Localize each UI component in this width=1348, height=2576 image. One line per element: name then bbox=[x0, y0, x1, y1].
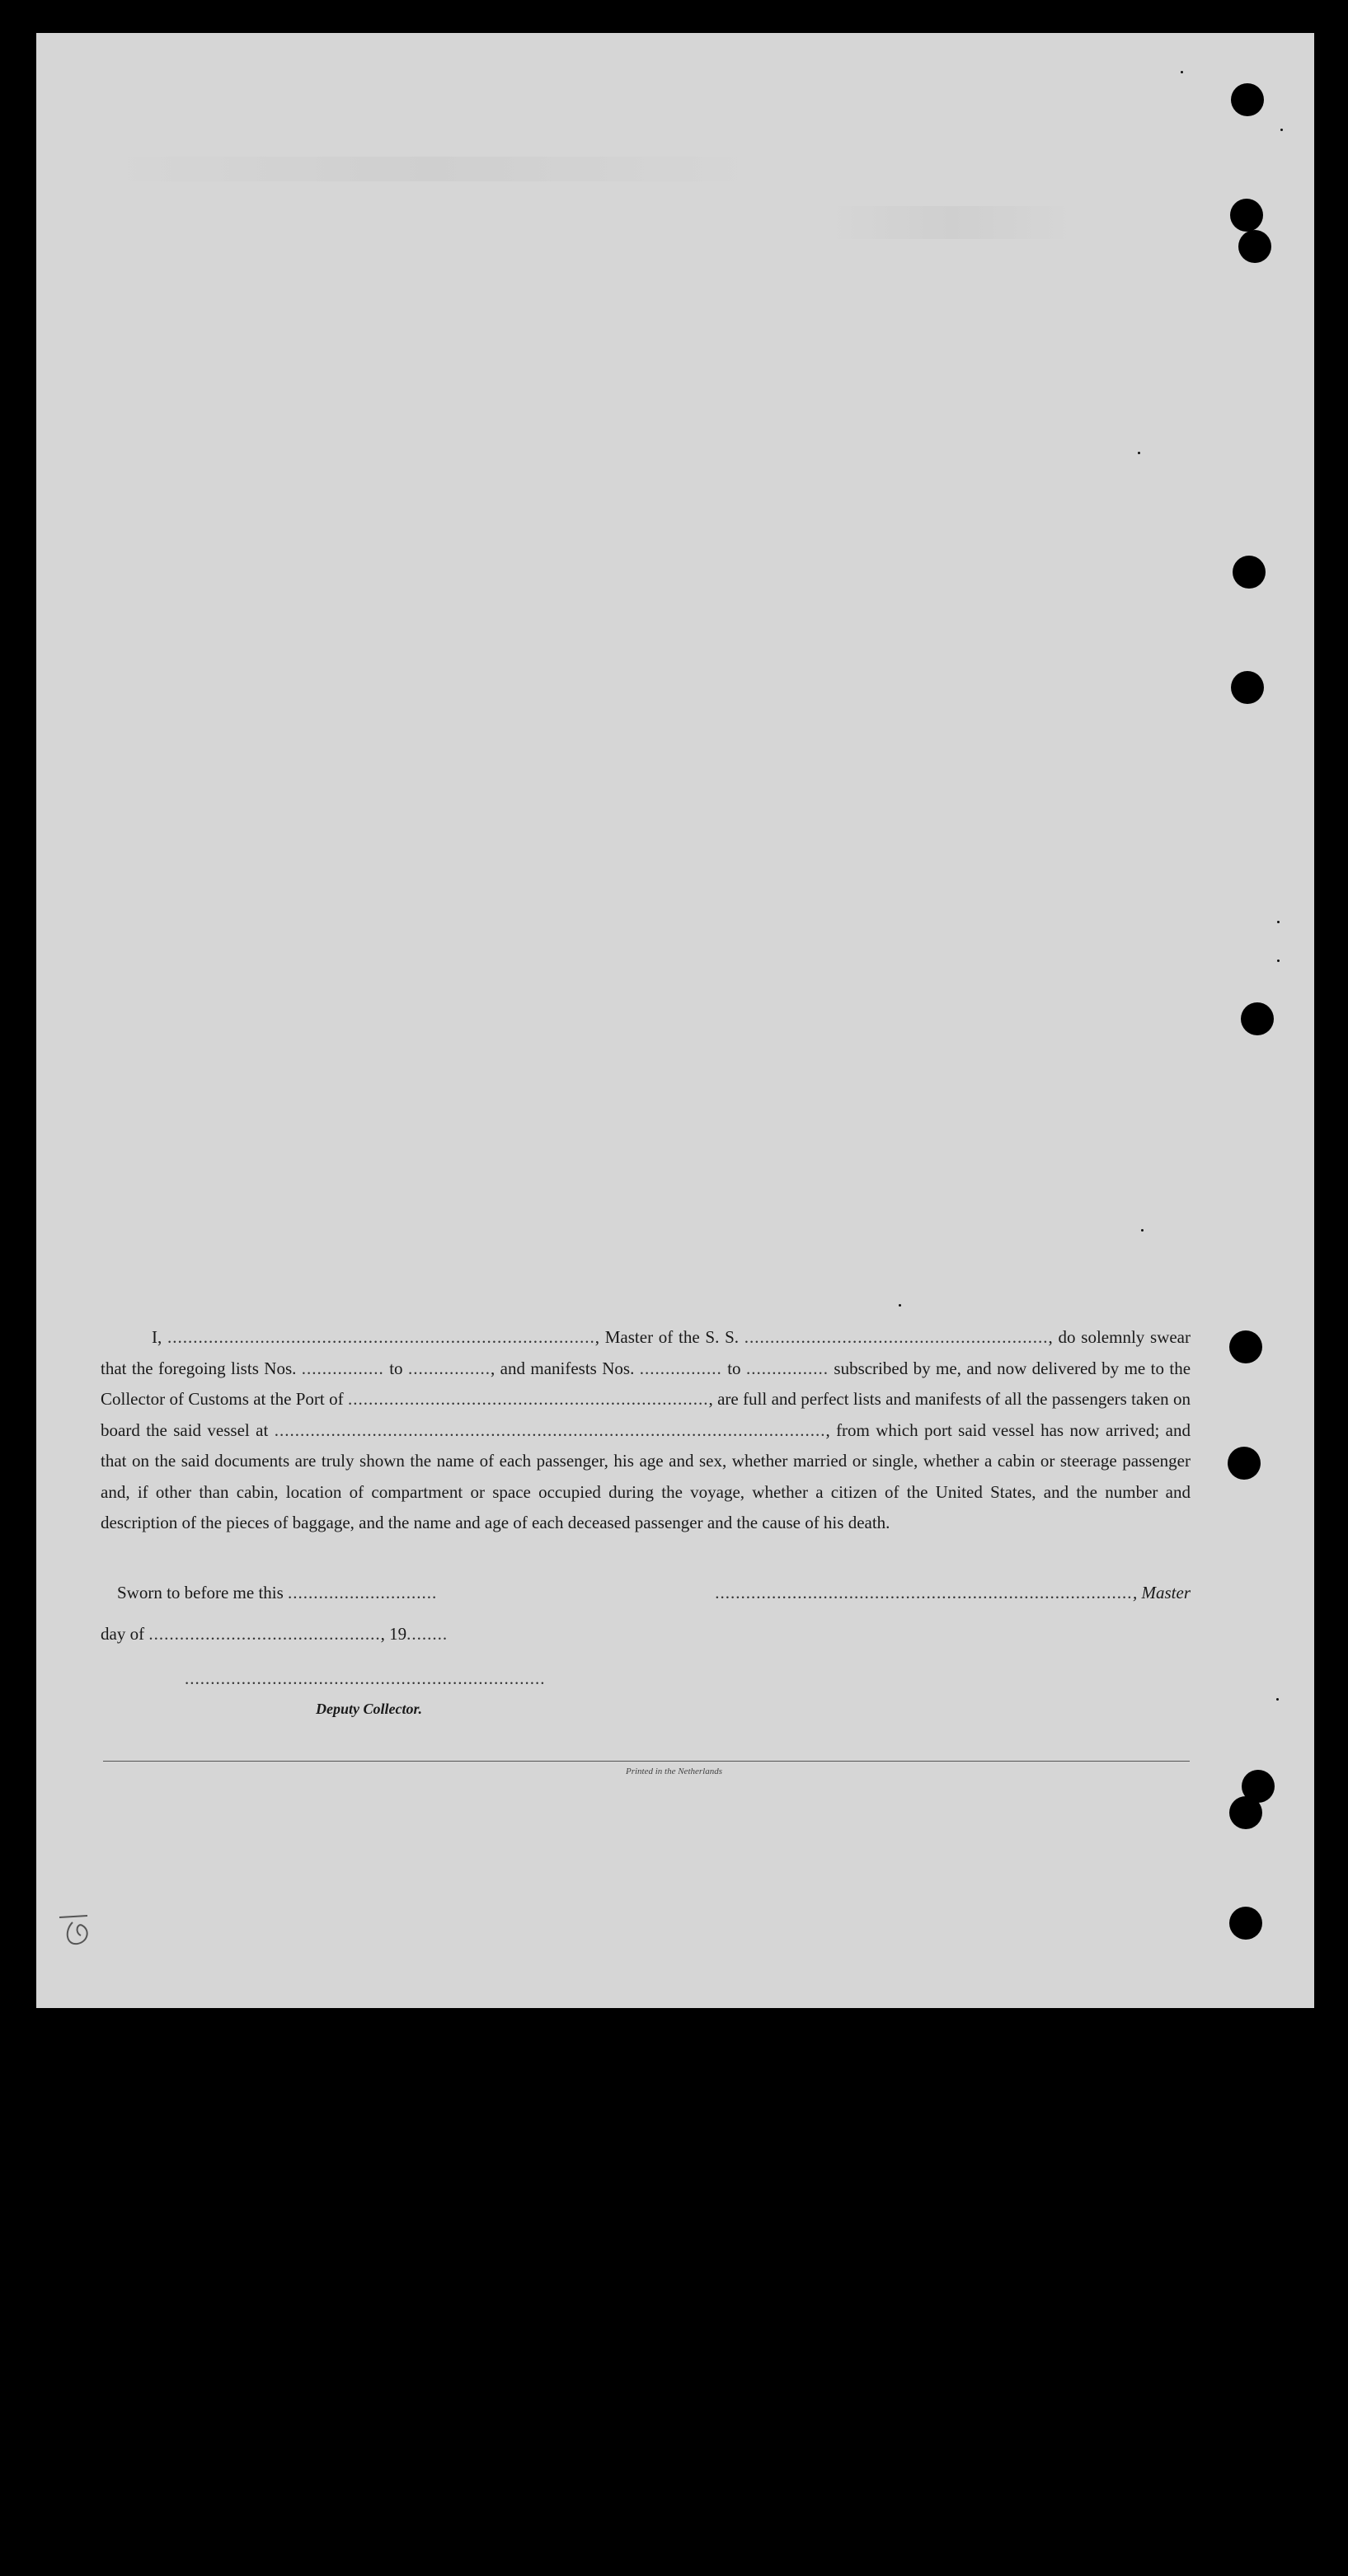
punch-hole bbox=[1228, 1447, 1261, 1480]
oath-text-2: , and manifests Nos. bbox=[490, 1358, 635, 1378]
ship-blank: ........................................................... bbox=[744, 1327, 1049, 1347]
punch-hole bbox=[1233, 556, 1266, 589]
year-label: , 19 bbox=[380, 1624, 407, 1644]
oath-text-4: , are full and perfect lists and manifests of all the passengers taken on board the said vessel at bbox=[101, 1389, 1191, 1440]
speck bbox=[1181, 71, 1183, 73]
sworn-line bbox=[117, 1583, 1191, 1603]
punch-hole bbox=[1229, 1796, 1262, 1829]
speck bbox=[1280, 129, 1283, 131]
oath-i: I, bbox=[152, 1327, 162, 1347]
master-signature-line bbox=[716, 1583, 1191, 1603]
speck bbox=[1277, 921, 1280, 923]
list-to-blank: ................ bbox=[407, 1358, 491, 1378]
document-page bbox=[36, 33, 1314, 2008]
punch-hole bbox=[1231, 671, 1264, 704]
printed-in-label: Printed in the Netherlands bbox=[625, 1767, 722, 1776]
bleed-through-text bbox=[828, 206, 1075, 239]
master-of-label: , Master of the S. S. bbox=[594, 1327, 740, 1347]
oath-paragraph bbox=[101, 1322, 1191, 1539]
list-from-blank: ................ bbox=[301, 1358, 384, 1378]
punch-hole bbox=[1230, 199, 1263, 232]
to-label-1: to bbox=[389, 1358, 403, 1378]
departure-port-blank: ........................................................................................................... bbox=[274, 1419, 826, 1440]
speck bbox=[1141, 1229, 1144, 1232]
punch-hole bbox=[1229, 1330, 1262, 1363]
day-line bbox=[101, 1624, 448, 1645]
master-label: , Master bbox=[1133, 1583, 1191, 1602]
to-label-2: to bbox=[727, 1358, 741, 1378]
manifest-to-blank: ................ bbox=[745, 1358, 829, 1378]
master-signature-blank: ................................................................................. bbox=[715, 1583, 1133, 1602]
day-blank: ............................................. bbox=[148, 1624, 381, 1644]
punch-hole bbox=[1231, 83, 1264, 116]
pencil-mark-icon bbox=[58, 1912, 115, 1954]
bleed-through-text bbox=[102, 157, 762, 181]
speck bbox=[899, 1304, 901, 1307]
oath-text-5: , from which port said vessel has now arrived; and that on the said documents are truly shown the name of each passenger, his age and sex, whether married or single, whether a cabin or steerage passenger and, if other than cabin, location of compartment or space occupied during the voyage, whether a citizen of the United States, and the number and description of the pieces of baggage, and the name and age of each deceased passenger and the cause of his death. bbox=[101, 1419, 1191, 1532]
year-blank: ........ bbox=[406, 1624, 449, 1644]
deputy-signature-blank: ...................................................................... bbox=[185, 1668, 546, 1688]
punch-hole bbox=[1238, 230, 1271, 263]
sworn-label: Sworn to before me this bbox=[117, 1583, 284, 1602]
oath-text-1: , do solemnly swear that the foregoing lists Nos. bbox=[101, 1327, 1191, 1378]
speck bbox=[1277, 960, 1280, 962]
punch-hole bbox=[1229, 1907, 1262, 1940]
speck bbox=[1276, 1698, 1279, 1701]
sworn-blank: ............................. bbox=[288, 1583, 438, 1602]
deputy-collector-label: Deputy Collector. bbox=[316, 1701, 422, 1717]
speck bbox=[1138, 452, 1140, 454]
footer-rule bbox=[103, 1761, 1190, 1762]
port-blank: ...................................................................... bbox=[347, 1389, 709, 1409]
name-blank: ................................................................................... bbox=[167, 1327, 595, 1347]
manifest-from-blank: ................ bbox=[639, 1358, 722, 1378]
day-label: day of bbox=[101, 1624, 145, 1644]
oath-text-3: subscribed by me, and now delivered by me to the Collector of Customs at the Port of bbox=[101, 1358, 1191, 1409]
punch-hole bbox=[1241, 1002, 1274, 1035]
